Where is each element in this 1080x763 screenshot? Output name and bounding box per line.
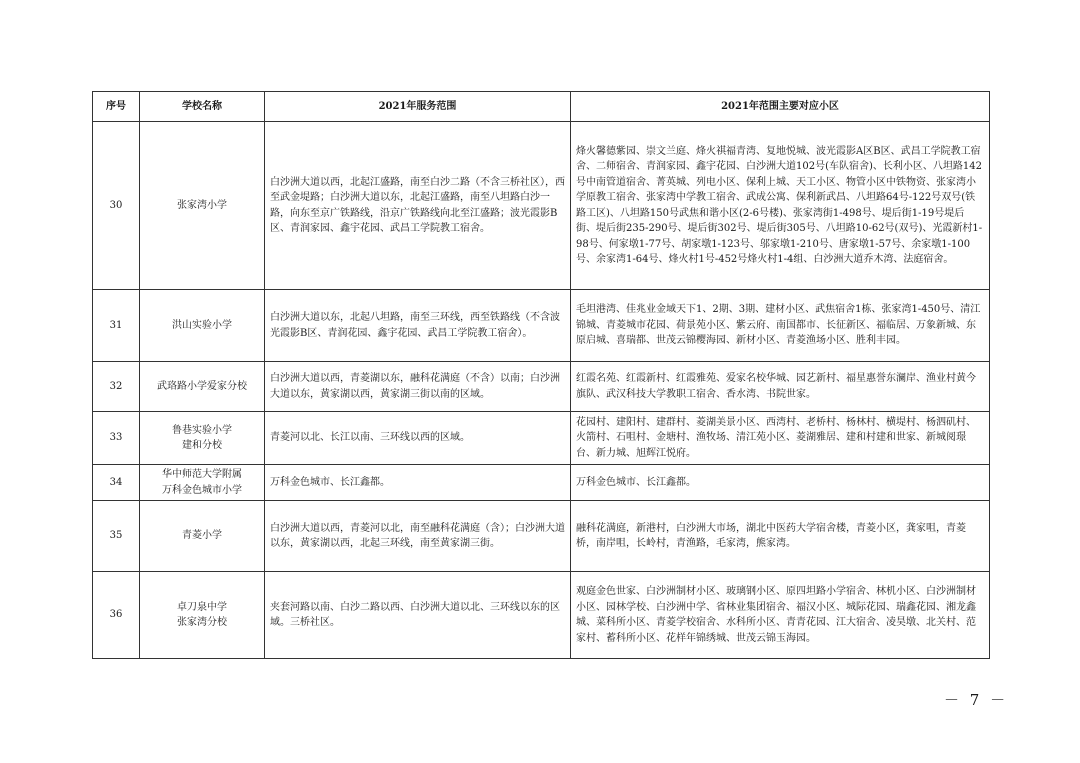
table-row <box>93 412 990 465</box>
table-row <box>93 465 990 501</box>
table-row <box>93 122 990 290</box>
school-name: 华中师范大学附属 万科金色城市小学 <box>140 465 265 501</box>
residential-areas: 毛坦港湾、佳兆业金域天下1、2期、3期、建材小区、武焦宿舍1栋、张家湾1-450号、清江锦城、青菱城市花园、荷景苑小区、紫云府、南国都市、长征新区、福临居、万象新城、东原启城、喜瑞都、世茂云锦樱海园、新材小区、青菱渔场小区、胜利丰园。 <box>571 290 990 362</box>
row-number: 30 <box>93 122 140 290</box>
residential-areas: 融科花满庭，新港村，白沙洲大市场，湖北中医药大学宿舍楼，青菱小区，龚家咀，青菱桥，南岸咀，长岭村，青渔路，毛家湾，熊家湾。 <box>571 501 990 572</box>
school-name: 鲁巷实验小学 建和分校 <box>140 412 265 465</box>
residential-areas: 红霞名苑、红霞新村、红霞雅苑、爱家名校华城、园艺新村、福星惠誉东澜岸、渔业村黄今旗队、武汉科技大学教职工宿舍、香水湾、书院世家。 <box>571 362 990 412</box>
school-name: 武珞路小学爱家分校 <box>140 362 265 412</box>
residential-areas: 花园村、建阳村、建群村、菱湖美景小区、西湾村、老桥村、杨林村、横堤村、杨泗矶村、火箭村、石咀村、金塘村、渔牧场、清江苑小区、菱湖雅居、建和村建和世家、新城阅璟台、新力城、旭辉江悦府。 <box>571 412 990 465</box>
row-number: 35 <box>93 501 140 572</box>
school-name: 卓刀泉中学 张家湾分校 <box>140 572 265 659</box>
row-number: 34 <box>93 465 140 501</box>
header-service-range: 2021年服务范围 <box>265 92 571 122</box>
service-range: 夹套河路以南、白沙二路以西、白沙洲大道以北、三环线以东的区域。三桥社区。 <box>265 572 571 659</box>
service-range: 青菱河以北、长江以南、三环线以西的区域。 <box>265 412 571 465</box>
header-residential-areas: 2021年范围主要对应小区 <box>571 92 990 122</box>
page-number: － 7 － <box>944 691 1009 709</box>
table-row <box>93 572 990 659</box>
service-range: 白沙洲大道以西，青菱河以北，南至融科花满庭（含）；白沙洲大道以东，黄家湖以西，北起三环线，南至黄家湖三街。 <box>265 501 571 572</box>
service-range: 白沙洲大道以西，北起江盛路，南至白沙二路（不含三桥社区），西至武金堤路；白沙洲大道以东，北起江盛路，南至八坦路白沙一路，向东至京广铁路线，沿京广铁路线向北至江盛路；波光霞影B区、青润家园、鑫宇花园、武昌工学院教工宿舍。 <box>265 122 571 290</box>
row-number: 33 <box>93 412 140 465</box>
row-number: 36 <box>93 572 140 659</box>
row-number: 32 <box>93 362 140 412</box>
school-name: 张家湾小学 <box>140 122 265 290</box>
service-range: 万科金色城市、长江鑫都。 <box>265 465 571 501</box>
row-number: 31 <box>93 290 140 362</box>
residential-areas: 观庭金色世家、白沙洲制材小区、玻璃钢小区、原四坦路小学宿舍、林机小区、白沙洲制材小区、园林学校、白沙洲中学、省林业集团宿舍、福汉小区、城际花园、瑞鑫花园、湘龙鑫城、菜科所小区、青菱学校宿舍、水科所小区、青青花园、江大宿舍、凌昊墩、北关村、范家村、蓄科所小区、花样年锦绣城、世茂云锦玉海园。 <box>571 572 990 659</box>
school-name: 洪山实验小学 <box>140 290 265 362</box>
header-no: 序号 <box>93 92 140 122</box>
table-header-row <box>93 92 990 122</box>
school-district-table <box>92 91 990 659</box>
header-school-name: 学校名称 <box>140 92 265 122</box>
service-range: 白沙洲大道以东，北起八坦路，南至三环线，西至铁路线（不含波光霞影B区、青润花园、鑫宇花园、武昌工学院教工宿舍）。 <box>265 290 571 362</box>
table-row <box>93 362 990 412</box>
table-row <box>93 501 990 572</box>
table-row <box>93 290 990 362</box>
residential-areas: 烽火馨德紫园、崇文兰庭、烽火祺福青湾、复地悦城、波光霞影A区B区、武昌工学院教工宿舍、二师宿舍、青润家园、鑫宇花园、白沙洲大道102号(车队宿舍)、长利小区、八坦路142号中南管道宿舍、菁英城、列电小区、保利上城、天工小区、物管小区中铁物资、张家湾小学原教工宿舍、张家湾中学教工宿舍、武成公寓、保利新武昌、八坦路64号-122号双号(铁路工区)、八坦路150号武焦和谐小区(2-6号楼)、张家湾街1-498号、堤后街1-19号堤后街、堤后街235-290号、堤后街302号、堤后街305号、八坦路10-62号(双号)、光霞新村1-98号、何家墩1-77号、胡家墩1-123号、邬家墩1-210号、唐家墩1-57号、余家墩1-100号、余家湾1-64号、烽火村1号-452号烽火村1-4组、白沙洲大道乔木湾、法庭宿舍。 <box>571 122 990 290</box>
service-range: 白沙洲大道以西，青菱湖以东，融科花满庭（不含）以南；白沙洲大道以东，黄家湖以西，黄家湖三街以南的区域。 <box>265 362 571 412</box>
residential-areas: 万科金色城市、长江鑫都。 <box>571 465 990 501</box>
school-name: 青菱小学 <box>140 501 265 572</box>
